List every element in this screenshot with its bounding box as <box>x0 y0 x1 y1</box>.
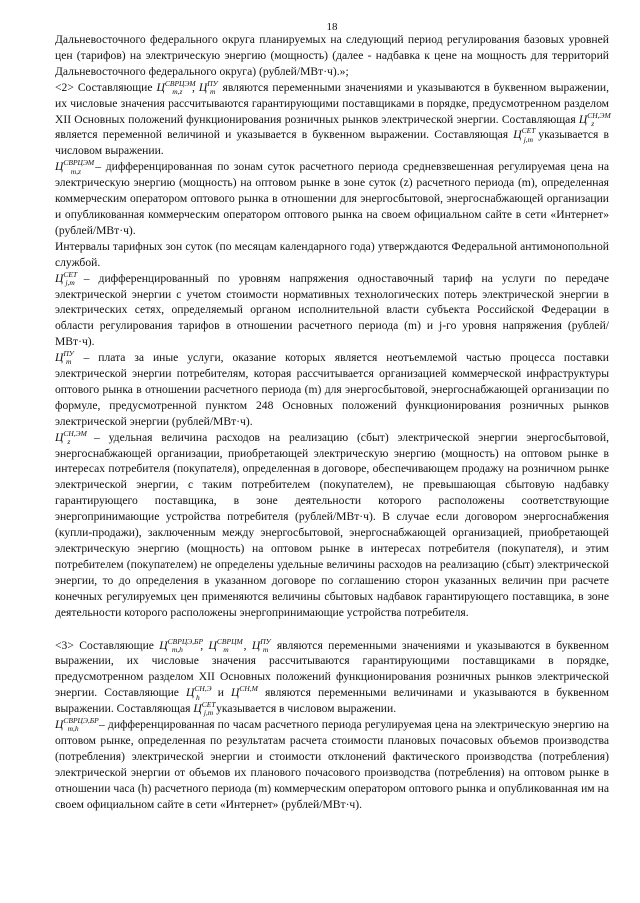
formula-base: Ц <box>208 638 217 652</box>
formula-base: Ц <box>578 112 588 126</box>
formula-superscript: СН,М <box>239 684 258 694</box>
formula-superscript: СН,ЭМ <box>63 428 87 438</box>
formula-superscript: СВРЦЭМ <box>63 158 95 168</box>
formula-symbol <box>55 716 99 734</box>
formula-symbol <box>55 158 95 176</box>
paragraph-text: , <box>200 638 209 652</box>
formula-symbol <box>251 636 272 654</box>
formula-symbol <box>185 684 212 702</box>
paragraph-text: – дифференцированная по зонам суток расчетного периода средневзвешенная регулируемая цена на электрическую энергию (мощность) на оптовом рынке в зоне суток (z) расчетного периода (m), определенная коммерческим оператором оптового рынка в отношении для энергосбытовой, энергоснабжающей организации и опубликованная коммерческим оператором оптового рынка на своем официальном сайте в сети «Интернет» (рублей/МВт·ч). <box>55 160 609 237</box>
formula-subscript: m <box>223 644 229 654</box>
formula-base: Ц <box>513 128 522 142</box>
definition-svrce-br-paragraph <box>55 717 609 812</box>
formula-superscript: СН,Э <box>194 684 212 694</box>
formula-symbol <box>55 428 87 446</box>
formula-subscript: j,m <box>203 708 214 718</box>
document-body <box>55 32 609 813</box>
formula-base: Ц <box>55 718 64 732</box>
formula-base: Ц <box>251 638 261 652</box>
formula-symbol <box>198 78 219 97</box>
formula-base: Ц <box>55 160 64 174</box>
tariff-zones-paragraph: Интервалы тарифных зон суток (по месяцам календарного года) утверждаются Федеральной антимонопольной службой. <box>55 239 609 269</box>
paragraph-text: – дифференцированный по уровням напряжения одноставочный тариф на услуги по передаче электрической энергии с учетом стоимости нормативных технологических потерь электрической энергии в электрических сетях, определяемый органом исполнительной власти субъекта Российской Федерации в области регулирования тарифов в отношении расчетного периода (m) и j-го уровня напряжения (рублей/МВт·ч). <box>55 271 609 349</box>
formula-base: Ц <box>198 80 208 94</box>
formula-base: Ц <box>185 686 195 700</box>
formula-subscript: j,m <box>523 134 534 144</box>
formula-superscript: ПУ <box>63 349 74 359</box>
paragraph-text: является переменной величиной и указывается в буквенном выражении. Составляющая <box>55 128 514 142</box>
formula-subscript: j,m <box>65 277 75 287</box>
formula-symbol <box>578 110 611 128</box>
formula-subscript: m <box>66 357 72 367</box>
formula-symbol <box>208 636 244 654</box>
formula-subscript: m,z <box>172 87 183 97</box>
formula-superscript: СВРЦЭ,БР <box>167 636 204 646</box>
paragraph-text: , <box>243 638 252 652</box>
formula-superscript: СН,ЭМ <box>587 110 611 120</box>
paragraph-text: являются переменными значениями и указываются в буквенном выражении, их числовые значения рассчитываются гарантирующими поставщиками в порядке, предусмотренном разделом XII Основных положений функционирования розничных рынков электрической энергии. Составляющие <box>55 638 609 700</box>
paragraph-text: указывается в числовом выражении. <box>55 128 609 158</box>
paragraph-text: – дифференцированная по часам расчетного периода регулируемая цена на электрическую энергию на оптовом рынке, определенная по результатам расчета стоимости плановых почасовых объемов производства (потребления) электрической энергии и стоимости отклонений фактического производства (потребления) электрической энергии от объемов их планового почасового производства (потребления) на оптовом рынке в отношении часа (h) расчетного периода (m) коммерческим оператором оптового рынка и опубликованная им на своем официальном сайте в сети «Интернет» (рублей/МВт·ч). <box>55 718 609 811</box>
formula-superscript: СЕТ <box>201 700 216 710</box>
formula-base: Ц <box>55 271 64 285</box>
paragraph-continuation: Дальневосточного федерального округа планируемых на следующий период регулирования базовых уровней цен (тарифов) на электрическую энергию (мощность) (далее - надбавка к цене на мощность для территорий Дальневосточного федерального округа) (рублей/МВт·ч).»; <box>55 33 609 78</box>
formula-subscript: z <box>591 118 595 128</box>
formula-subscript: z <box>67 436 71 446</box>
formula-superscript: ПУ <box>260 636 271 646</box>
paragraph-text: , <box>192 80 199 94</box>
definition-snem-paragraph <box>55 430 609 621</box>
definition-svrcem-paragraph <box>55 159 609 239</box>
formula-base: Ц <box>156 80 165 94</box>
note-3-paragraph <box>55 638 609 718</box>
formula-subscript: h <box>195 692 200 702</box>
formula-subscript: m,z <box>70 166 81 176</box>
paragraph-text: – удельная величина расходов на реализацию (сбыт) электрической энергии энергосбытовой, энергоснабжающей организации, приобретающей электрическую энергию (мощность) на оптовом рынке в интересах потребителя (покупателя), определенная в договоре, обеспечивающем продажу на розничном рынке электрической энергии, с таким потребителем (покупателем), не превышающая сбытовую надбавку гарантирующего поставщика, в зоне деятельности которого расположены соответствующие энергопринимающие устройства потребителя (рублей/МВт·ч). В случае если договором энергоснабжения (купли-продажи), заключенным между энергосбытовой, энергоснабжающей организацией, приобретающей электрическую энергию (мощность) на оптовом рынке в интересах потребителя (покупателя), и этим потребителем (покупателем) не определены удельные величины расходов на реализацию (сбыт) электрической энергии, то до определения в указанном договоре по соглашению сторон указанных величин при расчете конечных регулируемых цен применяются величины сбытовых надбавок гарантирующего поставщика, в зоне деятельности которого расположены энергопринимающие устройства потребителя. <box>55 430 609 619</box>
note-2-paragraph <box>55 80 609 160</box>
formula-base: Ц <box>55 351 64 365</box>
document-page <box>55 0 609 903</box>
definition-set-paragraph <box>55 271 609 351</box>
formula-base: Ц <box>230 686 240 700</box>
formula-symbol <box>193 700 216 718</box>
formula-symbol <box>55 269 78 287</box>
paragraph-text: являются переменными величинами и указываются в буквенном выражении. Составляющая <box>55 686 609 716</box>
paragraph-text: – плата за иные услуги, оказание которых является неотъемлемой частью процесса поставки электрической энергии потребителям, которая рассчитывается организацией коммерческой инфраструктуры оптового рынка в отношении расчетного периода (m) для энергосбытовой, энергоснабжающей организации по формуле, предусмотренной пунктом 248 Основных положений функционирования розничных рынков электрической энергии (рублей/МВт·ч). <box>55 351 609 428</box>
formula-superscript: СВРЦЭМ <box>164 78 196 88</box>
formula-base: Ц <box>159 638 168 652</box>
page-number: 18 <box>326 21 338 33</box>
paragraph-text: <2> Составляющие <box>55 80 157 94</box>
formula-superscript: СВРЦМ <box>216 636 243 646</box>
formula-base: Ц <box>55 430 64 444</box>
paragraph-text: являются переменными значениями и указываются в буквенном выражении, их числовые значения рассчитываются гарантирующими поставщиками в порядке, предусмотренном разделом XII Основных положений функционирования розничных рынков электрической энергии. Составляющая <box>55 80 609 126</box>
formula-subscript: m <box>262 644 269 654</box>
paragraph-text: <3> Составляющие <box>55 638 160 652</box>
formula-superscript: СВРЦЭ,БР <box>63 716 99 726</box>
formula-superscript: ПУ <box>207 78 218 88</box>
definition-pu-paragraph <box>55 350 609 430</box>
formula-base: Ц <box>193 702 202 716</box>
formula-symbol <box>513 126 536 144</box>
formula-superscript: СЕТ <box>63 269 78 279</box>
formula-subscript: m,h <box>67 724 79 734</box>
paragraph-text: и <box>210 686 231 700</box>
formula-symbol <box>231 686 258 699</box>
paragraph-text: указывается в числовом выражении. <box>213 702 397 716</box>
formula-symbol <box>55 349 75 367</box>
formula-superscript: СЕТ <box>521 126 536 136</box>
formula-symbol <box>159 636 204 654</box>
formula-subscript: m <box>209 87 216 97</box>
formula-symbol <box>156 78 196 97</box>
formula-subscript: m,h <box>171 644 183 654</box>
